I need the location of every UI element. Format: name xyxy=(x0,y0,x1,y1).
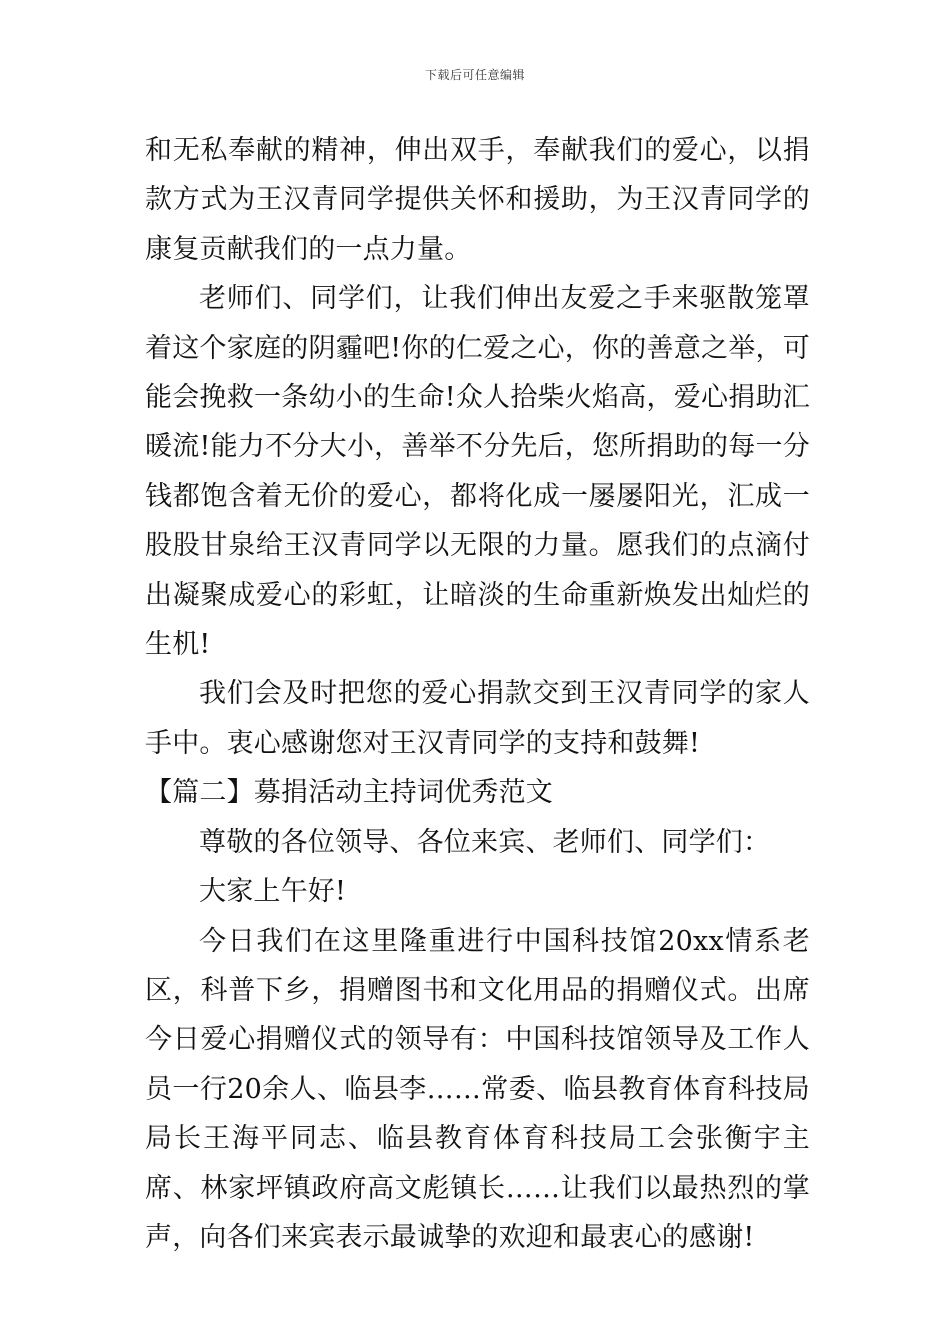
section-heading: 【篇二】募捐活动主持词优秀范文 xyxy=(145,777,553,809)
paragraph-continuation: 和无私奉献的精神，伸出双手，奉献我们的爱心，以捐款方式为王汉青同学提供关怀和援助，为王汉青同学的康复贡献我们的一点力量。 xyxy=(145,135,810,265)
page-header-note: 下载后可任意编辑 xyxy=(424,68,525,82)
paragraph-thanks: 我们会及时把您的爱心捐款交到王汉青同学的家人手中。衷心感谢您对王汉青同学的支持和鼓舞! xyxy=(145,678,810,759)
paragraph-greeting: 大家上午好! xyxy=(199,876,347,908)
document-body xyxy=(145,126,810,1262)
paragraph-ceremony: 今日我们在这里隆重进行中国科技馆20xx情系老区，科普下乡，捐赠图书和文化用品的捐赠仪式。出席今日爱心捐赠仪式的领导有：中国科技馆领导及工作人员一行20余人、临县李……常委、临县教育体育科技局局长王海平同志、临县教育体育科技局工会张衡宇主席、林家坪镇政府高文彪镇长……让我们以最热烈的掌声，向各们来宾表示最诚挚的欢迎和最衷心的感谢! xyxy=(145,925,810,1253)
paragraph-appeal: 老师们、同学们，让我们伸出友爱之手来驱散笼罩着这个家庭的阴霾吧!你的仁爱之心，你的善意之举，可能会挽救一条幼小的生命!众人拾柴火焰高，爱心捐助汇暖流!能力不分大小，善举不分先后，您所捐助的每一分钱都饱含着无价的爱心，都将化成一屡屡阳光，汇成一股股甘泉给王汉青同学以无限的力量。愿我们的点滴付出凝聚成爱心的彩虹，让暗淡的生命重新焕发出灿烂的生机! xyxy=(145,283,810,661)
paragraph-salutation: 尊敬的各位领导、各位来宾、老师们、同学们： xyxy=(199,826,771,858)
